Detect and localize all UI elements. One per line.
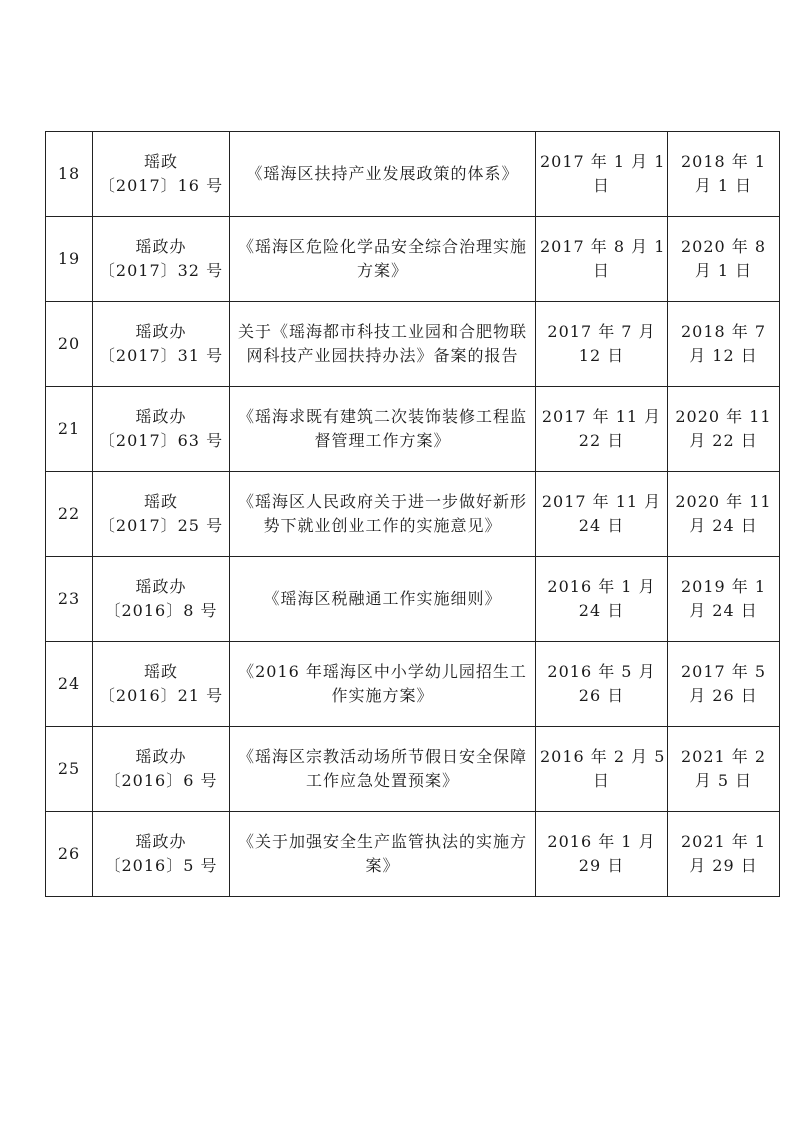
- policy-table: [45, 131, 780, 897]
- expiry-date-line2: 月 12 日: [689, 346, 758, 365]
- effective-date: [536, 727, 668, 812]
- expiry-date-line1: 2020 年 8: [680, 237, 767, 256]
- effective-date-line1: 2016 年 1 月: [547, 577, 656, 596]
- document-number-serial: 〔2016〕5 号: [104, 856, 218, 875]
- expiry-date-line2: 月 26 日: [689, 686, 758, 705]
- document-number-serial: 〔2017〕31 号: [98, 346, 224, 365]
- effective-date-line2: 12 日: [578, 346, 625, 365]
- document-number-issuer: 瑶政办: [135, 577, 187, 596]
- expiry-date: [668, 387, 780, 472]
- document-title: [230, 557, 536, 642]
- row-index: 20: [46, 302, 93, 387]
- document-title-text: 《瑶海求既有建筑二次装饰装修工程监督管理工作方案》: [237, 407, 527, 450]
- effective-date-line2: 26 日: [578, 686, 625, 705]
- row-index: 26: [46, 812, 93, 897]
- expiry-date-line2: 月 24 日: [689, 601, 758, 620]
- document-number-serial: 〔2017〕32 号: [98, 261, 224, 280]
- expiry-date: [668, 812, 780, 897]
- effective-date-line2: 22 日: [578, 431, 625, 450]
- expiry-date-line1: 2020 年 11: [675, 407, 772, 426]
- document-title-text: 《关于加强安全生产监管执法的实施方案》: [237, 832, 527, 875]
- expiry-date-line1: 2021 年 2: [680, 747, 767, 766]
- table-row: [46, 642, 780, 727]
- effective-date: [536, 812, 668, 897]
- effective-date-line2: 29 日: [578, 856, 625, 875]
- table-row: [46, 812, 780, 897]
- table-row: [46, 557, 780, 642]
- effective-date: [536, 557, 668, 642]
- expiry-date-line2: 月 24 日: [689, 516, 758, 535]
- table-row: [46, 302, 780, 387]
- expiry-date-line2: 月 1 日: [694, 176, 753, 195]
- document-number-serial: 〔2016〕21 号: [98, 686, 224, 705]
- effective-date-line2: 日: [592, 176, 610, 195]
- expiry-date-line2: 月 5 日: [694, 771, 753, 790]
- expiry-date-line2: 月 29 日: [689, 856, 758, 875]
- row-index: 19: [46, 217, 93, 302]
- document-number-issuer: 瑶政办: [135, 407, 187, 426]
- effective-date-line2: 24 日: [578, 516, 625, 535]
- document-title: [230, 642, 536, 727]
- document-number-issuer: 瑶政: [143, 492, 178, 511]
- effective-date: [536, 302, 668, 387]
- expiry-date-line2: 月 22 日: [689, 431, 758, 450]
- row-index: 23: [46, 557, 93, 642]
- document-number: [93, 727, 230, 812]
- effective-date: [536, 132, 668, 217]
- table-row: [46, 727, 780, 812]
- document-number: [93, 132, 230, 217]
- document-number: [93, 812, 230, 897]
- expiry-date: [668, 132, 780, 217]
- row-index: 22: [46, 472, 93, 557]
- document-number-issuer: 瑶政办: [135, 832, 187, 851]
- document-number-serial: 〔2017〕16 号: [98, 176, 224, 195]
- effective-date: [536, 472, 668, 557]
- document-title: [230, 302, 536, 387]
- document-title-text: 关于《瑶海都市科技工业园和合肥物联网科技产业园扶持办法》备案的报告: [237, 322, 527, 365]
- document-title-text: 《瑶海区宗教活动场所节假日安全保障工作应急处置预案》: [237, 747, 527, 790]
- document-title: [230, 132, 536, 217]
- effective-date: [536, 217, 668, 302]
- effective-date-line1: 2016 年 5 月: [547, 662, 656, 681]
- document-number-serial: 〔2016〕6 号: [104, 771, 218, 790]
- document-title: [230, 812, 536, 897]
- expiry-date: [668, 727, 780, 812]
- document-number-issuer: 瑶政办: [135, 322, 187, 341]
- document-title-text: 《瑶海区扶持产业发展政策的体系》: [246, 164, 519, 183]
- document-number-serial: 〔2017〕63 号: [98, 431, 224, 450]
- expiry-date-line1: 2017 年 5: [680, 662, 767, 681]
- effective-date-line1: 2016 年 1 月: [547, 832, 656, 851]
- document-number: [93, 557, 230, 642]
- document-title-text: 《瑶海区税融通工作实施细则》: [263, 589, 502, 608]
- effective-date-line2: 24 日: [578, 601, 625, 620]
- document-title-text: 《瑶海区危险化学品安全综合治理实施方案》: [237, 237, 527, 280]
- expiry-date-line2: 月 1 日: [694, 261, 753, 280]
- document-number-issuer: 瑶政办: [135, 747, 187, 766]
- document-number-serial: 〔2016〕8 号: [104, 601, 218, 620]
- effective-date-line1: 2017 年 11 月: [541, 407, 662, 426]
- document-title-text: 《2016 年瑶海区中小学幼儿园招生工作实施方案》: [238, 662, 527, 705]
- effective-date: [536, 387, 668, 472]
- document-title: [230, 472, 536, 557]
- policy-table-body: [46, 132, 780, 897]
- effective-date-line1: 2016 年 2 月 5: [540, 747, 666, 766]
- document-number: [93, 217, 230, 302]
- document-number-issuer: 瑶政办: [135, 237, 187, 256]
- table-row: [46, 387, 780, 472]
- effective-date-line1: 2017 年 11 月: [541, 492, 662, 511]
- row-index: 18: [46, 132, 93, 217]
- expiry-date: [668, 472, 780, 557]
- document-title-text: 《瑶海区人民政府关于进一步做好新形势下就业创业工作的实施意见》: [237, 492, 527, 535]
- document-title: [230, 387, 536, 472]
- row-index: 25: [46, 727, 93, 812]
- row-index: 24: [46, 642, 93, 727]
- document-number: [93, 387, 230, 472]
- document-title: [230, 727, 536, 812]
- effective-date-line2: 日: [592, 261, 610, 280]
- table-row: [46, 132, 780, 217]
- document-number: [93, 642, 230, 727]
- expiry-date-line1: 2018 年 1: [680, 152, 767, 171]
- row-index: 21: [46, 387, 93, 472]
- expiry-date-line1: 2018 年 7: [680, 322, 767, 341]
- document-number-issuer: 瑶政: [143, 662, 178, 681]
- document-number-issuer: 瑶政: [143, 152, 178, 171]
- document-number: [93, 302, 230, 387]
- effective-date-line1: 2017 年 8 月 1: [540, 237, 666, 256]
- expiry-date: [668, 557, 780, 642]
- effective-date-line2: 日: [592, 771, 610, 790]
- document-title: [230, 217, 536, 302]
- expiry-date-line1: 2019 年 1: [680, 577, 767, 596]
- effective-date-line1: 2017 年 1 月 1: [540, 152, 666, 171]
- table-row: [46, 217, 780, 302]
- effective-date: [536, 642, 668, 727]
- expiry-date-line1: 2020 年 11: [675, 492, 772, 511]
- document-number-serial: 〔2017〕25 号: [98, 516, 224, 535]
- expiry-date: [668, 217, 780, 302]
- expiry-date: [668, 642, 780, 727]
- expiry-date-line1: 2021 年 1: [680, 832, 767, 851]
- effective-date-line1: 2017 年 7 月: [547, 322, 656, 341]
- document-number: [93, 472, 230, 557]
- expiry-date: [668, 302, 780, 387]
- table-row: [46, 472, 780, 557]
